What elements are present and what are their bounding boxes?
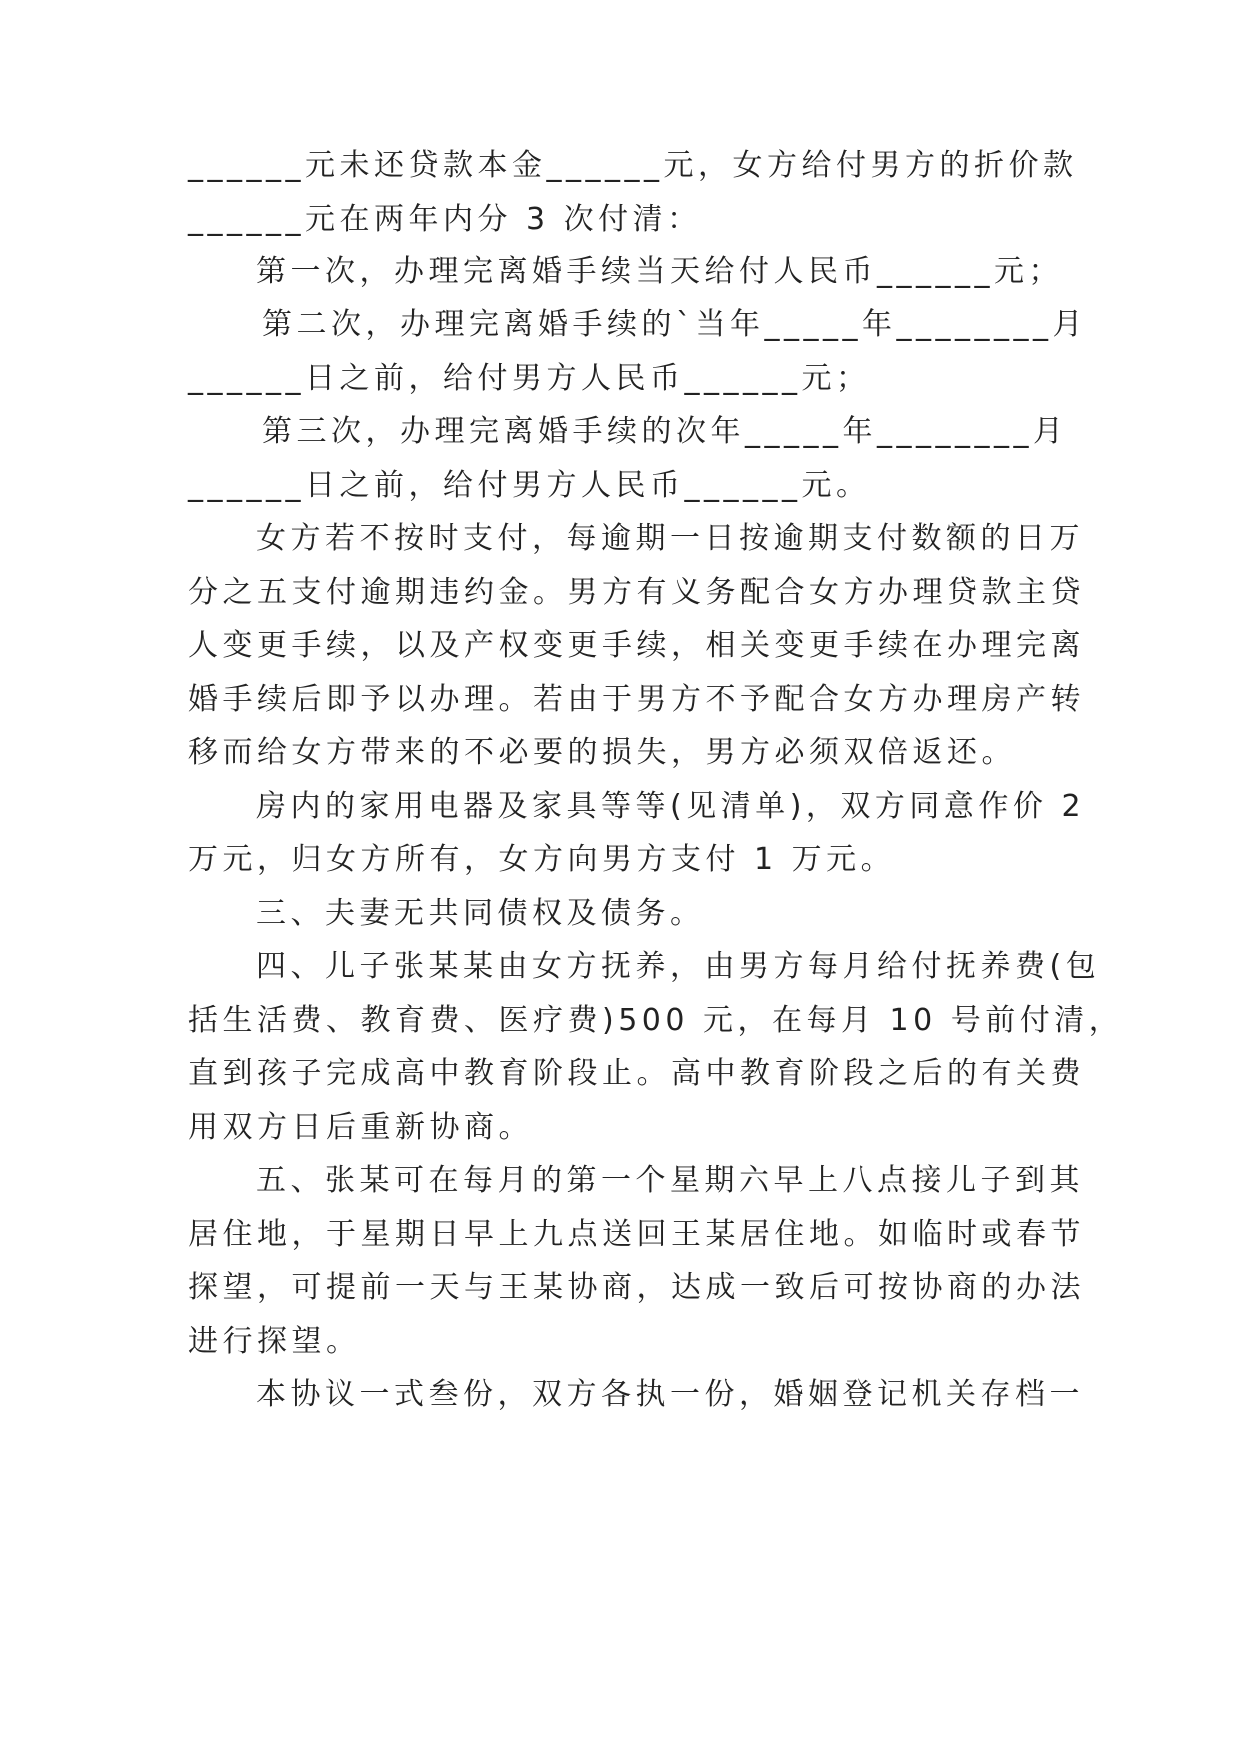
text-line: 女方若不按时支付，每逾期一日按逾期支付数额的日万 bbox=[256, 521, 1084, 556]
text-line: 分之五支付逾期违约金。男方有义务配合女方办理贷款主贷 bbox=[188, 575, 1085, 610]
text-line: 用双方日后重新协商。 bbox=[188, 1110, 533, 1145]
text-line: ______元在两年内分 3 次付清： bbox=[188, 202, 702, 237]
text-line: 本协议一式叁份，双方各执一份，婚姻登记机关存档一 bbox=[256, 1377, 1084, 1412]
text-line: 五、张某可在每月的第一个星期六早上八点接儿子到其 bbox=[256, 1163, 1084, 1198]
text-line: 括生活费、教育费、医疗费)500 元，在每月 10 号前付清， bbox=[188, 1003, 1124, 1038]
text-line: 第二次，办理完离婚手续的`当年_____年________月 bbox=[262, 307, 1087, 342]
text-line: 居住地，于星期日早上九点送回王某居住地。如临时或春节 bbox=[188, 1217, 1085, 1252]
text-line: 万元，归女方所有，女方向男方支付 1 万元。 bbox=[188, 842, 896, 877]
text-line: 第三次，办理完离婚手续的次年_____年________月 bbox=[262, 414, 1068, 449]
text-line: 进行探望。 bbox=[188, 1324, 361, 1359]
text-line: 四、儿子张某某由女方抚养，由男方每月给付抚养费(包 bbox=[256, 949, 1101, 984]
text-line: 三、夫妻无共同债权及债务。 bbox=[256, 896, 705, 931]
text-line: 直到孩子完成高中教育阶段止。高中教育阶段之后的有关费 bbox=[188, 1056, 1085, 1091]
text-line: 人变更手续，以及产权变更手续，相关变更手续在办理完离 bbox=[188, 628, 1085, 663]
text-line: ______日之前，给付男方人民币______元。 bbox=[188, 468, 871, 503]
text-line: 第一次，办理完离婚手续当天给付人民币______元； bbox=[256, 254, 1063, 289]
text-line: 房内的家用电器及家具等等(见清单)，双方同意作价 2 bbox=[256, 789, 1086, 824]
text-line: ______元未还贷款本金______元，女方给付男方的折价款 bbox=[188, 148, 1078, 183]
text-line: 婚手续后即予以办理。若由于男方不予配合女方办理房产转 bbox=[188, 682, 1085, 717]
text-line: ______日之前，给付男方人民币______元； bbox=[188, 361, 871, 396]
text-line: 移而给女方带来的不必要的损失，男方必须双倍返还。 bbox=[188, 735, 1016, 770]
text-line: 探望，可提前一天与王某协商，达成一致后可按协商的办法 bbox=[188, 1270, 1085, 1305]
